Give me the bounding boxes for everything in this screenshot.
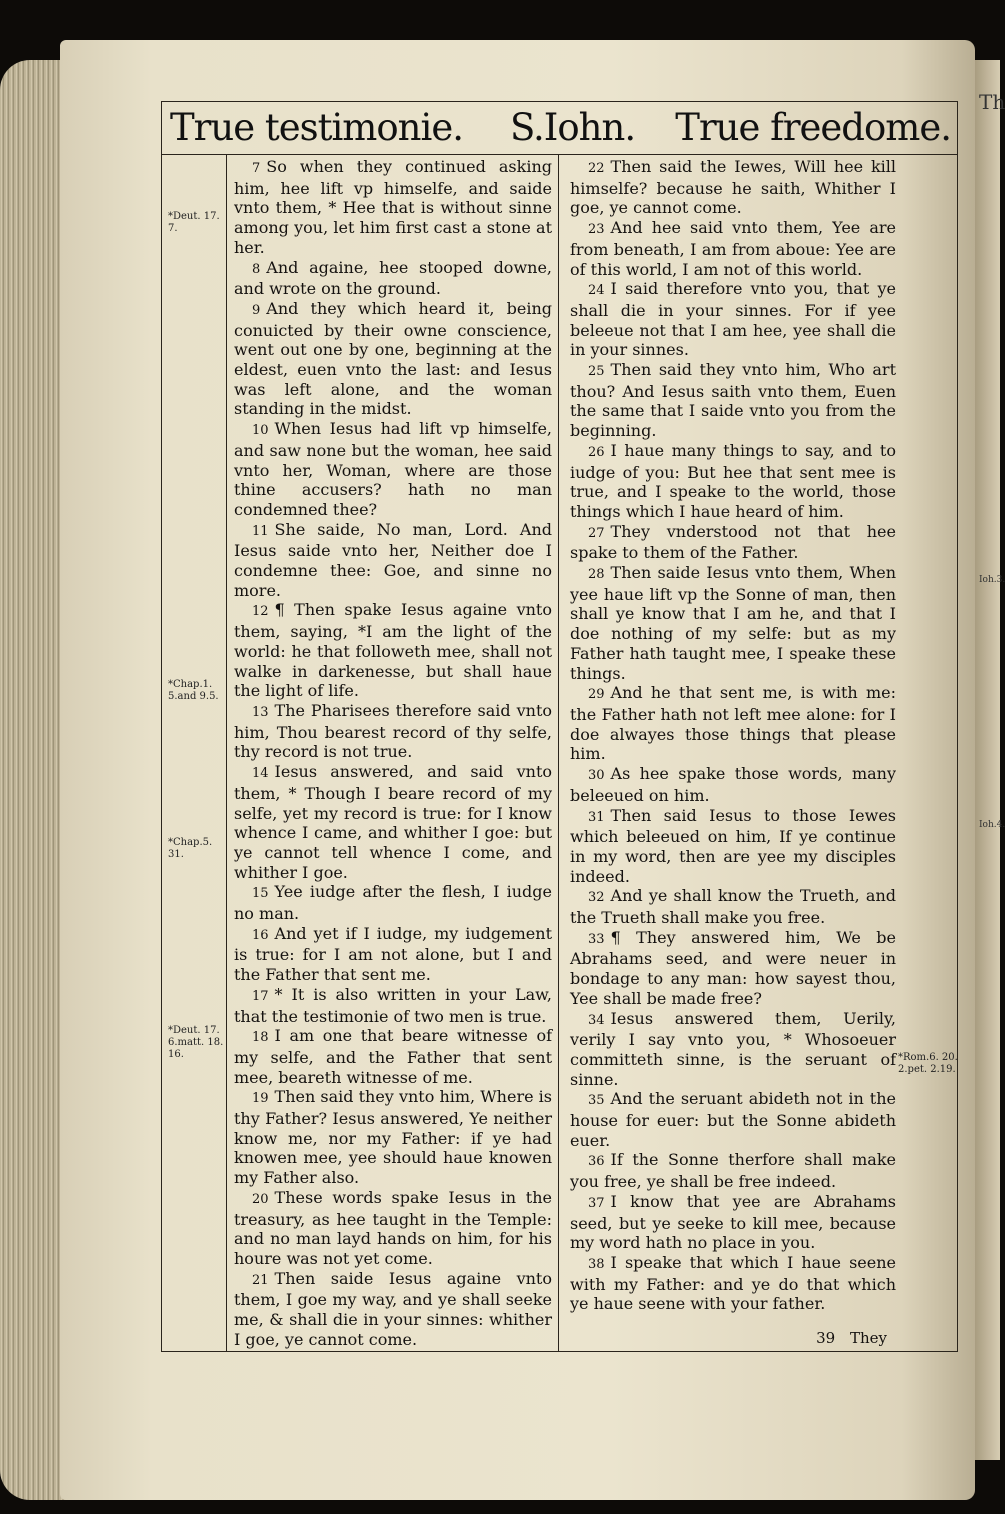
verse-text: She saide, No man, Lord. And Iesus saide vnto her, Neither doe I condemne thee: Goe, and sinne no more. (234, 519, 552, 600)
verse-text: Then said Iesus to those Iewes which beleeued on him, If ye continue in my word, then are yee my disciples indeed. (570, 805, 896, 886)
facing-page-fragment: Ioh.3. (979, 575, 1005, 585)
right-text-column (570, 157, 896, 1314)
verse-text: I said therefore vnto you, that ye shall die in your sinnes. For if yee beleeue not that I am hee, yee shall die in your sinnes. (570, 279, 896, 360)
verse (234, 600, 552, 701)
verse (570, 1089, 896, 1150)
catchword (806, 1329, 887, 1347)
verse-text: Then saide Iesus vnto them, When yee haue lift vp the Sonne of man, then shall ye know that I am he, and that I doe nothing of my selfe: but as my Father hath taught mee, I speake these things. (570, 563, 896, 683)
verse (234, 1026, 552, 1087)
verse-text: They vnderstood not that hee spake to them of the Father. (570, 521, 896, 563)
catchword-verse-number: 39 (816, 1329, 836, 1347)
facing-page-fragment: Ioh.4. (979, 820, 1005, 830)
column-divider (558, 155, 559, 1351)
verse-number: 11 (252, 523, 269, 539)
header-left-title: True testimonie. (170, 106, 463, 149)
verse-text: ¶ They answered him, We be Abrahams seed, and were neuer in bondage to any man: how sayest thou, Yee shall be made free? (570, 927, 896, 1008)
verse-number: 10 (252, 423, 269, 439)
verse-text: And yet if I iudge, my iudgement is true: for I am not alone, but I and the Father that sent me. (234, 923, 552, 985)
verse-text: Then said they vnto him, Where is thy Father? Iesus answered, Ye neither know me, nor my Father: if ye had knowen mee, yee should haue knowen my Father also. (234, 1087, 552, 1188)
verse-number: 23 (588, 222, 605, 238)
verse-text: I am one that beare witnesse of my selfe, and the Father that sent mee, beareth witnesse of me. (234, 1026, 552, 1087)
verse-number: 18 (252, 1030, 269, 1046)
verse-text: When Iesus had lift vp himselfe, and saw none but the woman, hee said vnto her, Woman, where are those thine accusers? hath no man condemned thee? (234, 419, 552, 519)
verse (570, 928, 896, 1009)
verse (570, 441, 896, 522)
verse (570, 279, 896, 360)
verse-number: 36 (588, 1154, 605, 1170)
verse-text: * It is also written in your Law, that the testimonie of two men is true. (234, 984, 552, 1026)
verse-number: 20 (252, 1191, 269, 1207)
facing-page-fragment: Th (979, 90, 1005, 114)
verse-number: 32 (588, 890, 605, 906)
verse-number: 35 (588, 1093, 605, 1109)
verse-text: If the Sonne therfore shall make you free, ye shall be free indeed. (570, 1150, 896, 1192)
verse-number: 21 (252, 1272, 269, 1288)
verse-text: And ye shall know the Trueth, and the Trueth shall make you free. (570, 886, 896, 928)
verse-text: These words spake Iesus in the treasury, as hee taught in the Temple: and no man layd hands on him, for his houre was not yet come. (234, 1187, 552, 1268)
verse-text: As hee spake those words, many beleeued on him. (570, 764, 896, 805)
verse-number: 29 (588, 687, 605, 703)
header-book-title: S.Iohn. (510, 106, 636, 149)
verse (234, 520, 552, 601)
verse (570, 563, 896, 683)
verse (570, 1192, 896, 1253)
margin-note-right: *Rom.6. 20. 2.pet. 2.19. (898, 1052, 958, 1075)
verse (234, 419, 552, 520)
header-right-title: True freedome. (675, 106, 951, 149)
verse (570, 764, 896, 805)
facing-page-edge (975, 60, 1005, 1460)
verse-text: Then said they vnto him, Who art thou? And Iesus saith vnto them, Euen the same that I saide vnto you from the beginning. (570, 360, 896, 441)
verse-text: And he that sent me, is with me: the Father hath not left mee alone: for I doe alwayes those things that please him. (570, 683, 896, 764)
verse-number: 33 (588, 931, 605, 947)
verse-number: 26 (588, 444, 605, 460)
verse (234, 258, 552, 299)
verse-text: Yee iudge after the flesh, I iudge no man. (234, 882, 552, 924)
verse-number: 19 (252, 1091, 269, 1107)
verse (234, 985, 552, 1026)
verse-text: I haue many things to say, and to iudge of you: But hee that sent mee is true, and I speake to the world, those things which I haue heard of him. (570, 440, 896, 521)
margin-note: *Deut. 17. 6.matt. 18. 16. (168, 1025, 224, 1060)
verse-text: I know that yee are Abrahams seed, but ye seeke to kill mee, because my word hath no place in you. (570, 1191, 896, 1253)
verse-text: And the seruant abideth not in the house for euer: but the Sonne abideth euer. (570, 1089, 896, 1150)
verse-number: 37 (588, 1195, 605, 1211)
margin-note: *Chap.5. 31. (168, 837, 213, 860)
verse-number: 14 (252, 766, 269, 782)
verse-number: 34 (588, 1012, 605, 1028)
verse (570, 806, 896, 887)
verse (570, 1009, 896, 1090)
text-frame (161, 101, 958, 1352)
margin-notes-column (162, 155, 227, 1351)
running-header (162, 102, 957, 155)
verse (570, 683, 896, 764)
margin-note: *Chap.1. 5.and 9.5. (168, 679, 219, 702)
verse (234, 882, 552, 923)
verse-text: So when they continued asking him, hee lift vp himselfe, and saide vnto them, * Hee that is without sinne among you, let him first cast a stone at her. (234, 157, 552, 257)
verse (570, 522, 896, 563)
verse-text: And they which heard it, being conuicted by their owne conscience, went out one by one, beginning at the eldest, euen vnto the last: and Iesus was left alone, and the woman standing in the midst. (234, 298, 552, 419)
verse (234, 924, 552, 985)
verse-text: Iesus answered, and said vnto them, * Though I beare record of my selfe, yet my record is true: for I know whence I came, and whither I goe: but ye cannot tell whence I come, and whither I goe. (234, 762, 552, 882)
verse-text: Then said the Iewes, Will hee kill himselfe? because he saith, Whither I goe, ye cannot come. (570, 157, 896, 218)
margin-note: *Deut. 17. 7. (168, 211, 220, 234)
verse-number: 25 (588, 364, 605, 380)
verse-number: 27 (588, 525, 605, 541)
verse-number: 30 (588, 768, 605, 784)
verse-number: 22 (588, 161, 605, 176)
verse-number: 9 (252, 302, 261, 318)
verse (570, 1253, 896, 1314)
verse-number: 16 (252, 927, 269, 943)
verse (234, 1087, 552, 1188)
catchword-text: They (849, 1329, 887, 1347)
verse (570, 360, 896, 441)
verse (570, 218, 896, 279)
verse-text: The Pharisees therefore said vnto him, Thou bearest record of thy selfe, thy record is not true. (234, 700, 552, 762)
verse-text: And hee said vnto them, Yee are from beneath, I am from aboue: Yee are of this world, I am not of this world. (570, 218, 896, 279)
verse (234, 299, 552, 419)
verse (234, 1188, 552, 1269)
verse-number: 24 (588, 283, 605, 299)
verse (570, 157, 896, 218)
verse (570, 886, 896, 927)
verse (234, 701, 552, 762)
verse (234, 157, 552, 258)
left-text-column (234, 157, 552, 1349)
verse-text: Then saide Iesus againe vnto them, I goe my way, and ye shall seeke me, & shall die in your sinnes: whither I goe, ye cannot come. (234, 1268, 552, 1349)
verse-number: 12 (252, 604, 269, 620)
verse-text: Iesus answered them, Uerily, verily I say vnto you, * Whosoeuer committeth sinne, is the seruant of sinne. (570, 1008, 896, 1089)
verse-text: I speake that which I haue seene with my Father: and ye do that which ye haue seene with your father. (570, 1252, 896, 1314)
verse-number: 31 (588, 809, 605, 825)
verse (234, 762, 552, 882)
verse (234, 1269, 552, 1350)
verse-number: 38 (588, 1256, 605, 1272)
verse (570, 1150, 896, 1191)
verse-number: 7 (252, 161, 261, 176)
verse-number: 8 (252, 261, 261, 277)
verse-number: 17 (252, 988, 269, 1004)
verse-text: And againe, hee stooped downe, and wrote on the ground. (234, 257, 552, 299)
verse-number: 28 (588, 567, 605, 583)
verse-number: 15 (252, 886, 269, 902)
verse-text: ¶ Then spake Iesus againe vnto them, saying, *I am the light of the world: he that followeth mee, shall not walke in darkenesse, but shall haue the light of life. (234, 600, 552, 701)
verse-number: 13 (252, 704, 269, 720)
